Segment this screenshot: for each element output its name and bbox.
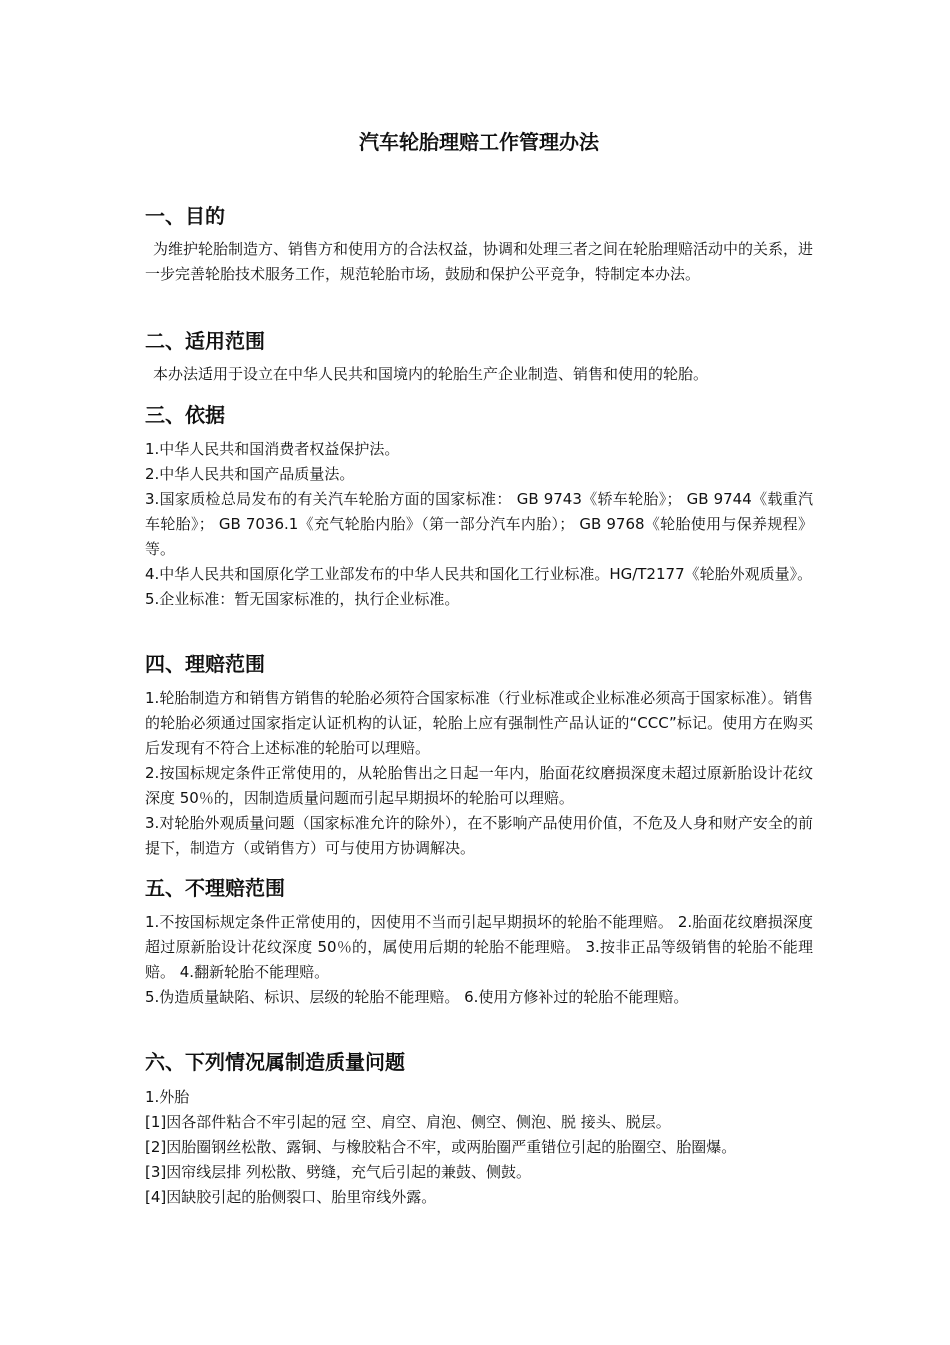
section-claim-scope: [145, 650, 813, 861]
section-heading: 三、依据: [145, 403, 225, 427]
section-non-claim-scope: [145, 874, 813, 1010]
paragraph: 为维护轮胎制造方、销售方和使用方的合法权益，协调和处理三者之间在轮胎理赔活动中的关系，进一步完善轮胎技术服务工作，规范轮胎市场，鼓励和保护公平竞争，特制定本办法。: [145, 240, 814, 283]
list-item: 1.不按国标规定条件正常使用的，因使用不当而引起早期损坏的轮胎不能理赔。 2.胎面花纹磨损深度超过原新胎设计花纹深度 50％的，属使用后期的轮胎不能理赔。 3.按非正品等级销售的轮胎不能理赔。 4.翻新轮胎不能理赔。: [145, 913, 813, 981]
list-item: [2]因胎圈钢丝松散、露铜、与橡胶粘合不牢，或两胎圈严重错位引起的胎圈空、胎圈爆。: [145, 1138, 737, 1156]
list-item: 5.企业标准：暂无国家标准的，执行企业标准。: [145, 590, 460, 608]
list-item: 3.国家质检总局发布的有关汽车轮胎方面的国家标准： GB 9743《轿车轮胎》； GB 9744《载重汽车轮胎》； GB 7036.1《充气轮胎内胎》（第一部分汽车内胎）； GB 9768《轮胎使用与保养规程》等。: [145, 490, 813, 558]
list-item: 2.按国标规定条件正常使用的，从轮胎售出之日起一年内，胎面花纹磨损深度未超过原新胎设计花纹深度 50％的，因制造质量问题而引起早期损坏的轮胎可以理赔。: [145, 764, 813, 807]
list-item: 5.伪造质量缺陷、标识、层级的轮胎不能理赔。 6.使用方修补过的轮胎不能理赔。: [145, 988, 689, 1006]
section-heading: 五、不理赔范围: [145, 876, 285, 900]
list-item: [1]因各部件粘合不牢引起的冠 空、肩空、肩泡、侧空、侧泡、脱 接头、脱层。: [145, 1113, 671, 1131]
list-item: [3]因帘线层排 列松散、劈缝，充气后引起的兼鼓、侧鼓。: [145, 1163, 532, 1181]
list-item: 3.对轮胎外观质量问题（国家标准允许的除外），在不影响产品使用价值，不危及人身和财产安全的前提下，制造方（或销售方）可与使用方协调解决。: [145, 814, 813, 857]
list-item: 1.外胎: [145, 1088, 190, 1106]
list-item: 2.中华人民共和国产品质量法。: [145, 465, 355, 483]
document-title: 汽车轮胎理赔工作管理办法: [359, 130, 599, 154]
list-item: 1.轮胎制造方和销售方销售的轮胎必须符合国家标准（行业标准或企业标准必须高于国家标准）。销售的轮胎必须通过国家指定认证机构的认证，轮胎上应有强制性产品认证的“CCC”标记。使用方在购买后发现有不符合上述标准的轮胎可以理赔。: [145, 689, 813, 757]
section-basis: [145, 401, 813, 612]
section-purpose: [145, 202, 813, 287]
paragraph: 本办法适用于设立在中华人民共和国境内的轮胎生产企业制造、销售和使用的轮胎。: [153, 365, 709, 383]
section-heading: 四、理赔范围: [145, 652, 265, 676]
section-heading: 一、目的: [145, 204, 225, 228]
list-item: 1.中华人民共和国消费者权益保护法。: [145, 440, 400, 458]
section-scope: [145, 327, 813, 387]
list-item: [4]因缺胶引起的胎侧裂口、胎里帘线外露。: [145, 1188, 437, 1206]
section-heading: 二、适用范围: [145, 329, 265, 353]
section-manufacturing-defects: [145, 1048, 813, 1210]
section-heading: 六、下列情况属制造质量问题: [145, 1050, 405, 1074]
list-item: 4.中华人民共和国原化学工业部发布的中华人民共和国化工行业标准。HG/T2177《轮胎外观质量》。: [145, 565, 813, 583]
